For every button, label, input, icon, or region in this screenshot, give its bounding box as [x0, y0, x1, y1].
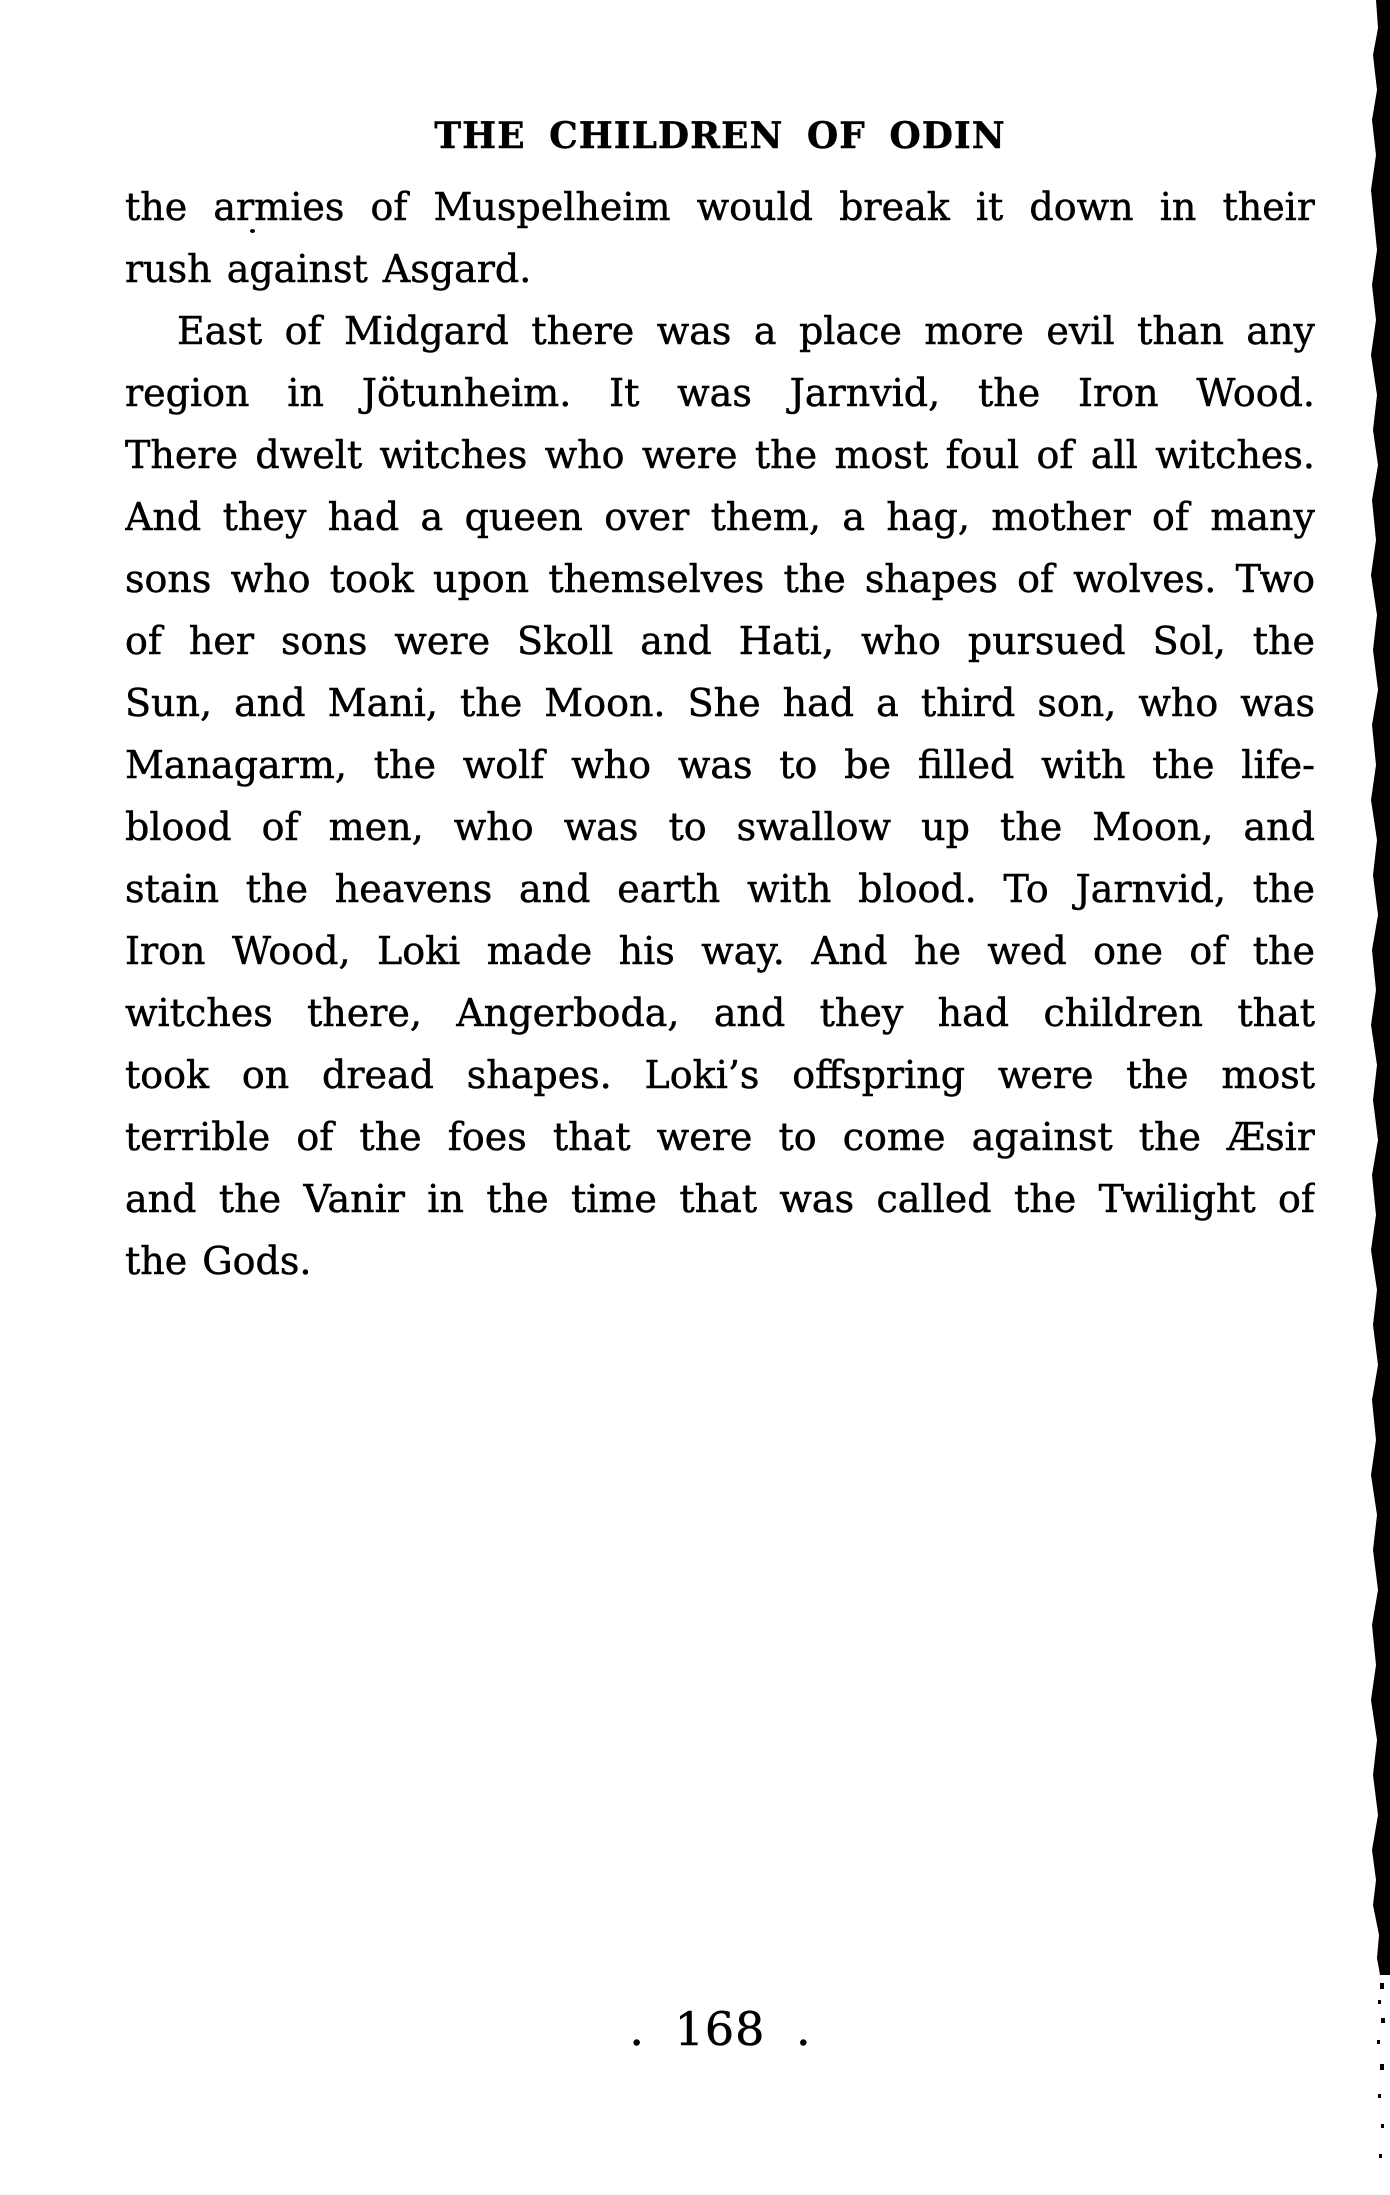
footer-dot-right: .: [796, 2002, 811, 2056]
body-line: Managarm, the wolf who was to be filled with the life-: [125, 743, 1315, 787]
body-line: and the Vanir in the time that was called the Twilight of: [125, 1177, 1315, 1221]
body-line: rush against Asgard.: [125, 247, 532, 291]
body-line: region in Jötunheim. It was Jarnvid, the Iron Wood.: [125, 371, 1315, 415]
body-line: stain the heavens and earth with blood. To Jarnvid, the: [125, 867, 1315, 911]
body-line: blood of men, who was to swallow up the Moon, and: [125, 805, 1315, 849]
body-line: And they had a queen over them, a hag, mother of many: [125, 495, 1315, 539]
body-line: the armies of Muspelheim would break it down in their: [125, 185, 1315, 229]
page-footer: [125, 2004, 1315, 2054]
body-line: Sun, and Mani, the Moon. She had a third son, who was: [125, 681, 1315, 725]
body-line: took on dread shapes. Loki’s offspring were the most: [125, 1053, 1315, 1097]
footer-dot-left: .: [629, 2002, 644, 2056]
body-line: Iron Wood, Loki made his way. And he wed one of the: [125, 929, 1315, 973]
body-line: the Gods.: [125, 1239, 312, 1283]
ink-speck: [250, 229, 255, 233]
scan-edge-artifact: [1368, 0, 1390, 2195]
page-number: 168: [674, 2002, 766, 2056]
body-line: terrible of the foes that were to come against the Æsir: [125, 1115, 1315, 1159]
body-line: East of Midgard there was a place more evil than any: [177, 309, 1315, 353]
body-line: of her sons were Skoll and Hati, who pursued Sol, the: [125, 619, 1315, 663]
body-line: witches there, Angerboda, and they had children that: [125, 991, 1315, 1035]
body-line: There dwelt witches who were the most foul of all witches.: [125, 433, 1315, 477]
body-text: [125, 176, 1315, 1292]
body-line: sons who took upon themselves the shapes of wolves. Two: [125, 557, 1315, 601]
running-header-title: THE CHILDREN OF ODIN: [434, 115, 1006, 157]
